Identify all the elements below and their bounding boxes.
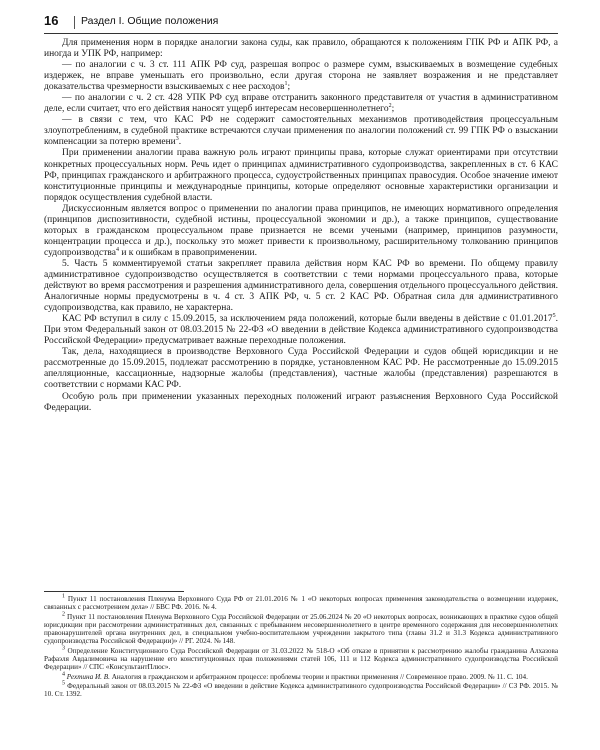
- paragraph: [44, 38, 558, 60]
- footnote-ref[interactable]: 4: [115, 246, 119, 253]
- paragraph: — по аналогии с ч. 3 ст. 111 АПК РФ суд, разрешая вопрос о размере сумм, взыскиваемых в возмещение судебных издержек, не вправе уменьшать его произвольно, если другая сторона не заявляет возражения и не представляет доказательства чрезмерности взыскиваемых с нее расходов$^1$;: [44, 60, 558, 93]
- footnote-ref[interactable]: 3: [175, 136, 179, 143]
- paragraph: [44, 392, 558, 414]
- footnote: [44, 613, 558, 646]
- paragraph: — в связи с тем, что КАС РФ не содержит самостоятельных механизмов противодействия процессуальным злоупотреблениям, в судебной практике встречаются случаи применения по аналогии положений ст. 99 ГПК РФ о взыскании компенсации за потерю времени$^3$.: [44, 115, 558, 148]
- footnote-mark: 1: [62, 593, 65, 600]
- footnote-text: Федеральный закон от 08.03.2015 № 22-ФЗ «О введении в действие Кодекса административного судопроизводства Российской Федерации» // СЗ РФ. 2015. № 10. Ст. 1392.: [44, 681, 558, 699]
- paragraph-text: 5. Часть 5 комментируемой статьи закрепляет правила действия норм КАС РФ во времени. По общему правилу административное судопроизводство осуществляется в соответствии с теми нормами процессуального права, которые действуют во время рассмотрения и разрешения административного дела, совершения отдельного процессуального действия. Аналогичные нормы предусмотрены в ч. 4 ст. 3 АПК РФ, ч. 5 ст. 2 КАС РФ. Обратная сила для административного судопроизводства, как правило, не характерна.: [44, 258, 558, 314]
- paragraph-text: — по аналогии с ч. 3 ст. 111 АПК РФ суд, разрешая вопрос о размере сумм, взыскиваемых в возмещение судебных издержек, не вправе уменьшать его произвольно, если другая сторона не заявляет возражения и не представляет доказательства чрезмерности взыскиваемых с нее расходов: [44, 60, 558, 93]
- footnote-text: Пункт 11 постановления Пленума Верховного Суда Российской Федерации от 25.06.2024 № 20 «О некоторых вопросах, возникающих в практике судов общей юрисдикции при рассмотрении административных дел, связанных с пребыванием несовершеннолетнего в центре временного содержания для несовершеннолетних правонарушителей органа внутренних дел, в специальном учебно-воспитательном учреждении закрытого типа (главы 31.2 и 31.3 Кодекса административного судопроизводства Российской Федерации)» // РГ. 2024. № 148.: [44, 612, 558, 646]
- footnote: [44, 595, 558, 612]
- footnote-mark: 3: [62, 645, 65, 652]
- footnote-text: Аналогия в гражданском и арбитражном процессе: проблемы теории и практики применения // Современное право. 2009. № 11. С. 104.: [109, 672, 528, 681]
- paragraph: [44, 204, 558, 259]
- footnote-ref[interactable]: 5: [552, 313, 556, 320]
- footnote: [44, 647, 558, 672]
- paragraph: [44, 259, 558, 314]
- paragraph-text: КАС РФ вступил в силу с 15.09.2015, за исключением ряда положений, которые были введены в действие с 01.01.2017: [62, 314, 553, 325]
- footnote-ref[interactable]: 1: [284, 81, 288, 88]
- paragraph: [44, 314, 558, 347]
- page-number: 16: [44, 13, 59, 28]
- paragraph-text: Так, дела, находящиеся в производстве Верховного Суда Российской Федерации и судов общей юрисдикции и не рассмотренные до 15.09.2015, подлежат рассмотрению в порядке, установленном КАС РФ. Не рассмотренные до 15.09.2015 апелляционные, кассационные, надзорные жалобы (представления), частные жалобы (представления) разрешаются в соответствии с нормами КАС РФ.: [44, 347, 558, 391]
- footnote-mark: 2: [62, 611, 65, 618]
- footnote-text: Определение Конституционного Суда Российской Федерации от 31.03.2022 № 518-О «Об отказе в принятии к рассмотрению жалобы гражданина Алхазова Рафаэля Авдалимовича на нарушение его конституционных прав положениями статей 106, 111 и 112 Кодекса административного судопроизводства Российской Федерации» // СПС «КонсультантПлюс».: [44, 646, 559, 672]
- paragraph: — по аналогии с ч. 2 ст. 428 УПК РФ суд вправе отстранить законного представителя от участия в административном деле, если считает, что его действия наносят ущерб интересам несовершеннолетнего$^2$;: [44, 93, 558, 115]
- footnotes: [44, 595, 558, 700]
- paragraph-text: Для применения норм в порядке аналогии закона суды, как правило, обращаются к положениям ГПК РФ и АПК РФ, а иногда и УПК РФ, например:: [44, 38, 558, 60]
- paragraph-text: — в связи с тем, что КАС РФ не содержит самостоятельных механизмов противодействия процессуальным злоупотреблениям, в судебной практике встречаются случаи применения по аналогии положений ст. 99 ГПК РФ о взыскании компенсации за потерю времени: [44, 115, 558, 148]
- paragraph-tail: и к ошибкам в правоприменении.: [118, 247, 257, 258]
- footnote: [44, 673, 558, 681]
- footnote: [44, 682, 558, 699]
- paragraph-text: Особую роль при применении указанных переходных положений играют разъяснения Верховного Суда Российской Федерации.: [44, 391, 558, 413]
- footnote-author: Рехтина И. В.: [66, 672, 110, 681]
- paragraph-tail: . При этом Федеральный закон от 08.03.2015 № 22-ФЗ «О введении в действие Кодекса административного судопроизводства Российской Федерации» предусматривает важные переходные положения.: [44, 314, 558, 347]
- header-separator: [74, 16, 75, 29]
- paragraph-text: При применении аналогии права важную роль играют принципы права, которые служат ориентирами при отсутствии конкретных процессуальных норм. Речь идет о принципах административного судопроизводства, закрепленных в ст. 6 КАС РФ, принципах гражданского и арбитражного процесса, судоустройственных принципах правосудия. Особое значение имеют конституционные принципы и международные принципы, которые определяют основные характеристики организации и порядок осуществления судебной власти.: [44, 148, 558, 203]
- footnote-mark: 5: [62, 680, 65, 687]
- paragraph: [44, 148, 558, 203]
- main-text: [44, 38, 558, 414]
- paragraph-text: Дискуссионным является вопрос о применении по аналогии права принципов, не имеющих нормативного определения (принципов диспозитивности, судебной истины, процессуальной экономии и др.), а также принципов, существование которых в гражданском процессуальном праве признается не всеми учеными (например, принципов разумности, концентрации процесса и др.), поскольку это может привести к произвольному, расширительному толкованию принципов судопроизводства: [44, 203, 558, 258]
- section-title: Раздел I. Общие положения: [81, 15, 219, 27]
- footnote-mark: 4: [62, 671, 65, 678]
- footnote-divider: [44, 591, 184, 592]
- paragraph: [44, 347, 558, 391]
- footnote-ref[interactable]: 2: [388, 103, 392, 110]
- footnote-text: Пункт 11 постановления Пленума Верховного Суда РФ от 21.01.2016 № 1 «О некоторых вопросах применения законодательства о возмещении издержек, связанных с рассмотрением дела» // БВС РФ. 2016. № 4.: [44, 595, 559, 612]
- header-rule: [44, 33, 558, 34]
- running-header: [44, 12, 558, 34]
- paragraph-text: — по аналогии с ч. 2 ст. 428 УПК РФ суд вправе отстранить законного представителя от участия в административном деле, если считает, что его действия наносят ущерб интересам несовершеннолетнего: [44, 93, 558, 115]
